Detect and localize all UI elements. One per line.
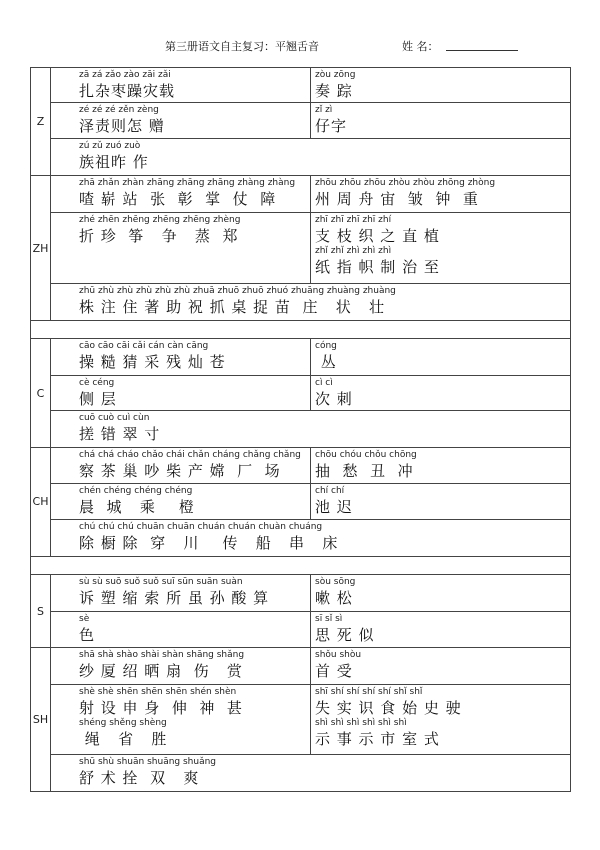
pinyin: zhōu zhōu zhōu zhòu zhòu zhōng zhòng	[315, 178, 496, 189]
pinyin: zhā zhǎn zhàn zhāng zhāng zhāng zhàng zhàng	[79, 178, 296, 189]
cell-z-5	[51, 138, 571, 175]
pinyin: chōu chóu chǒu chōng	[315, 449, 417, 460]
pinyin: sòu sōng	[315, 577, 356, 588]
hanzi: 射 设 申 身 伸 神 甚	[79, 698, 243, 717]
pinyin: zú zǔ zuó zuò	[79, 140, 141, 151]
cell-zh-5	[51, 283, 571, 320]
hanzi: 除 橱 除 穿 川 传 船 串 床	[79, 533, 339, 552]
cell-ch-5	[51, 519, 571, 556]
pinyin: cì cì	[315, 377, 333, 388]
hanzi: 侧 层	[79, 389, 117, 408]
hanzi: 操 糙 猜 采 残 灿 苍	[79, 353, 226, 372]
hanzi: 诉 塑 缩 索 所 虽 孙 酸 算	[79, 589, 270, 608]
hanzi: 失 实 识 食 始 史 驶	[315, 698, 462, 717]
pinyin: chú chú chú chuān chuān chuán chuán chuàn chuáng	[79, 521, 323, 532]
cell-s-3	[51, 611, 311, 647]
cell-z-1	[51, 68, 311, 103]
hanzi: 嗽 松	[315, 589, 353, 608]
hanzi: 示 事 示 市 室 式	[315, 729, 440, 748]
cell-ch-3	[51, 484, 311, 519]
pinyin: cāo cāo cāi cǎi cán càn cāng	[79, 341, 209, 352]
pinyin: shī shí shí shí shí shǐ shǐ	[315, 686, 423, 697]
hanzi: 扎杂枣躁灾载	[79, 82, 176, 100]
hanzi: 思 死 似	[315, 625, 375, 644]
pinyin: chá chá cháo chǎo chái chǎn cháng chǎng chǎng	[79, 449, 301, 460]
cell-zh-1	[51, 176, 311, 212]
pinyin: zhī zhī zhī zhī zhí	[315, 214, 392, 225]
pinyin: sè	[79, 613, 90, 624]
cell-ch-2	[311, 447, 571, 483]
pinyin: cóng	[315, 341, 337, 352]
pinyin: sù sù suō suǒ suǒ suī sūn suān suàn	[79, 577, 243, 588]
cell-s-4	[311, 611, 571, 647]
pinyin: shū shù shuān shuāng shuǎng	[79, 757, 217, 768]
pinyin: zé zé zé zěn zèng	[79, 105, 159, 116]
cell-zh-3	[51, 212, 311, 283]
cell-zh-4	[311, 212, 571, 283]
hanzi: 晨 城 乘 橙	[79, 498, 195, 517]
hanzi: 纱 厦 绍 晒 扇 伤 赏	[79, 662, 243, 681]
pinyin: shéng shěng shèng	[79, 717, 167, 728]
section-separator	[31, 557, 571, 575]
hanzi: 支 枝 织 之 直 植	[315, 226, 440, 245]
hanzi: 次 刺	[315, 389, 353, 408]
hanzi: 丛	[315, 353, 337, 372]
pinyin: zā zá zǎo zào zāi zǎi	[79, 70, 171, 80]
cell-s-2	[311, 575, 571, 611]
hanzi: 喳 崭 站 张 彰 掌 仗 障	[79, 190, 277, 209]
pinyin: cè céng	[79, 377, 115, 388]
hanzi: 首 受	[315, 662, 353, 681]
cell-sh-6	[51, 755, 571, 792]
hanzi: 绳 省 胜	[79, 729, 168, 748]
section-label-zh: ZH	[31, 176, 51, 321]
cell-ch-1	[51, 447, 311, 483]
cell-s-1	[51, 575, 311, 611]
pinyin: zǐ zì	[315, 105, 333, 116]
name-label: 姓 名：	[402, 40, 439, 53]
hanzi: 纸 指 帜 制 治 至	[315, 257, 440, 276]
cell-c-2	[311, 339, 571, 375]
hanzi: 株 注 住 著 助 祝 抓 桌 捉 苗 庄 状 壮	[79, 297, 386, 316]
section-separator	[31, 321, 571, 339]
section-label-ch: CH	[31, 447, 51, 556]
pinyin: shā shà shào shài shàn shāng shǎng	[79, 650, 245, 661]
cell-z-2	[311, 68, 571, 103]
cell-c-3	[51, 375, 311, 410]
pinyin: chén chéng chéng chéng	[79, 486, 193, 497]
section-label-z: Z	[31, 68, 51, 176]
pinyin: zhǐ zhǐ zhì zhì zhì	[315, 245, 392, 256]
cell-z-4	[311, 103, 571, 138]
pinyin: zhé zhēn zhēng zhēng zhēng zhèng	[79, 214, 241, 225]
section-label-c: C	[31, 339, 51, 447]
hanzi: 搓 错 翠 寸	[79, 425, 161, 444]
cell-sh-4	[311, 684, 571, 755]
cell-c-1	[51, 339, 311, 375]
name-blank-field[interactable]	[446, 50, 518, 51]
hanzi: 奏 踪	[315, 82, 353, 100]
cell-ch-4	[311, 484, 571, 519]
hanzi: 抽 愁 丑 冲	[315, 461, 414, 480]
cell-sh-2	[311, 648, 571, 684]
section-label-sh: SH	[31, 648, 51, 792]
cell-z-3	[51, 103, 311, 138]
pinyin: chí chí	[315, 486, 345, 497]
cell-c-5	[51, 411, 571, 447]
pinyin: shǒu shòu	[315, 650, 362, 661]
hanzi: 池 迟	[315, 498, 353, 517]
hanzi: 察 茶 巢 吵 柴 产 嫦 厂 场	[79, 461, 281, 480]
hanzi: 折 珍 筝 争 蒸 郑	[79, 226, 239, 245]
pinyin: zòu zōng	[315, 70, 356, 80]
pinyin: zhū zhù zhù zhù zhù zhù zhuā zhuō zhuō zhuó zhuāng zhuàng zhuàng	[79, 285, 396, 296]
page-header	[0, 38, 600, 54]
pinyin: shì shì shì shì shì shì	[315, 717, 407, 728]
hanzi: 仔字	[315, 117, 348, 136]
page-title: 第三册语文自主复习：平翘舌音	[165, 40, 319, 53]
cell-sh-1	[51, 648, 311, 684]
hanzi: 州 周 舟 宙 皱 钟 重	[315, 190, 479, 209]
pinyin: sī sǐ sì	[315, 613, 343, 624]
hanzi: 色	[79, 625, 96, 644]
cell-c-4	[311, 375, 571, 410]
hanzi: 泽责则怎 赠	[79, 117, 165, 136]
pinyin: cuō cuò cuì cùn	[79, 413, 150, 424]
cell-sh-3	[51, 684, 311, 755]
hanzi: 族祖昨 作	[79, 152, 149, 171]
pinyin: shè shè shēn shēn shēn shén shèn	[79, 686, 237, 697]
hanzi: 舒 术 拴 双 爽	[79, 769, 200, 788]
cell-zh-2	[311, 176, 571, 212]
review-table	[30, 67, 571, 792]
section-label-s: S	[31, 575, 51, 648]
